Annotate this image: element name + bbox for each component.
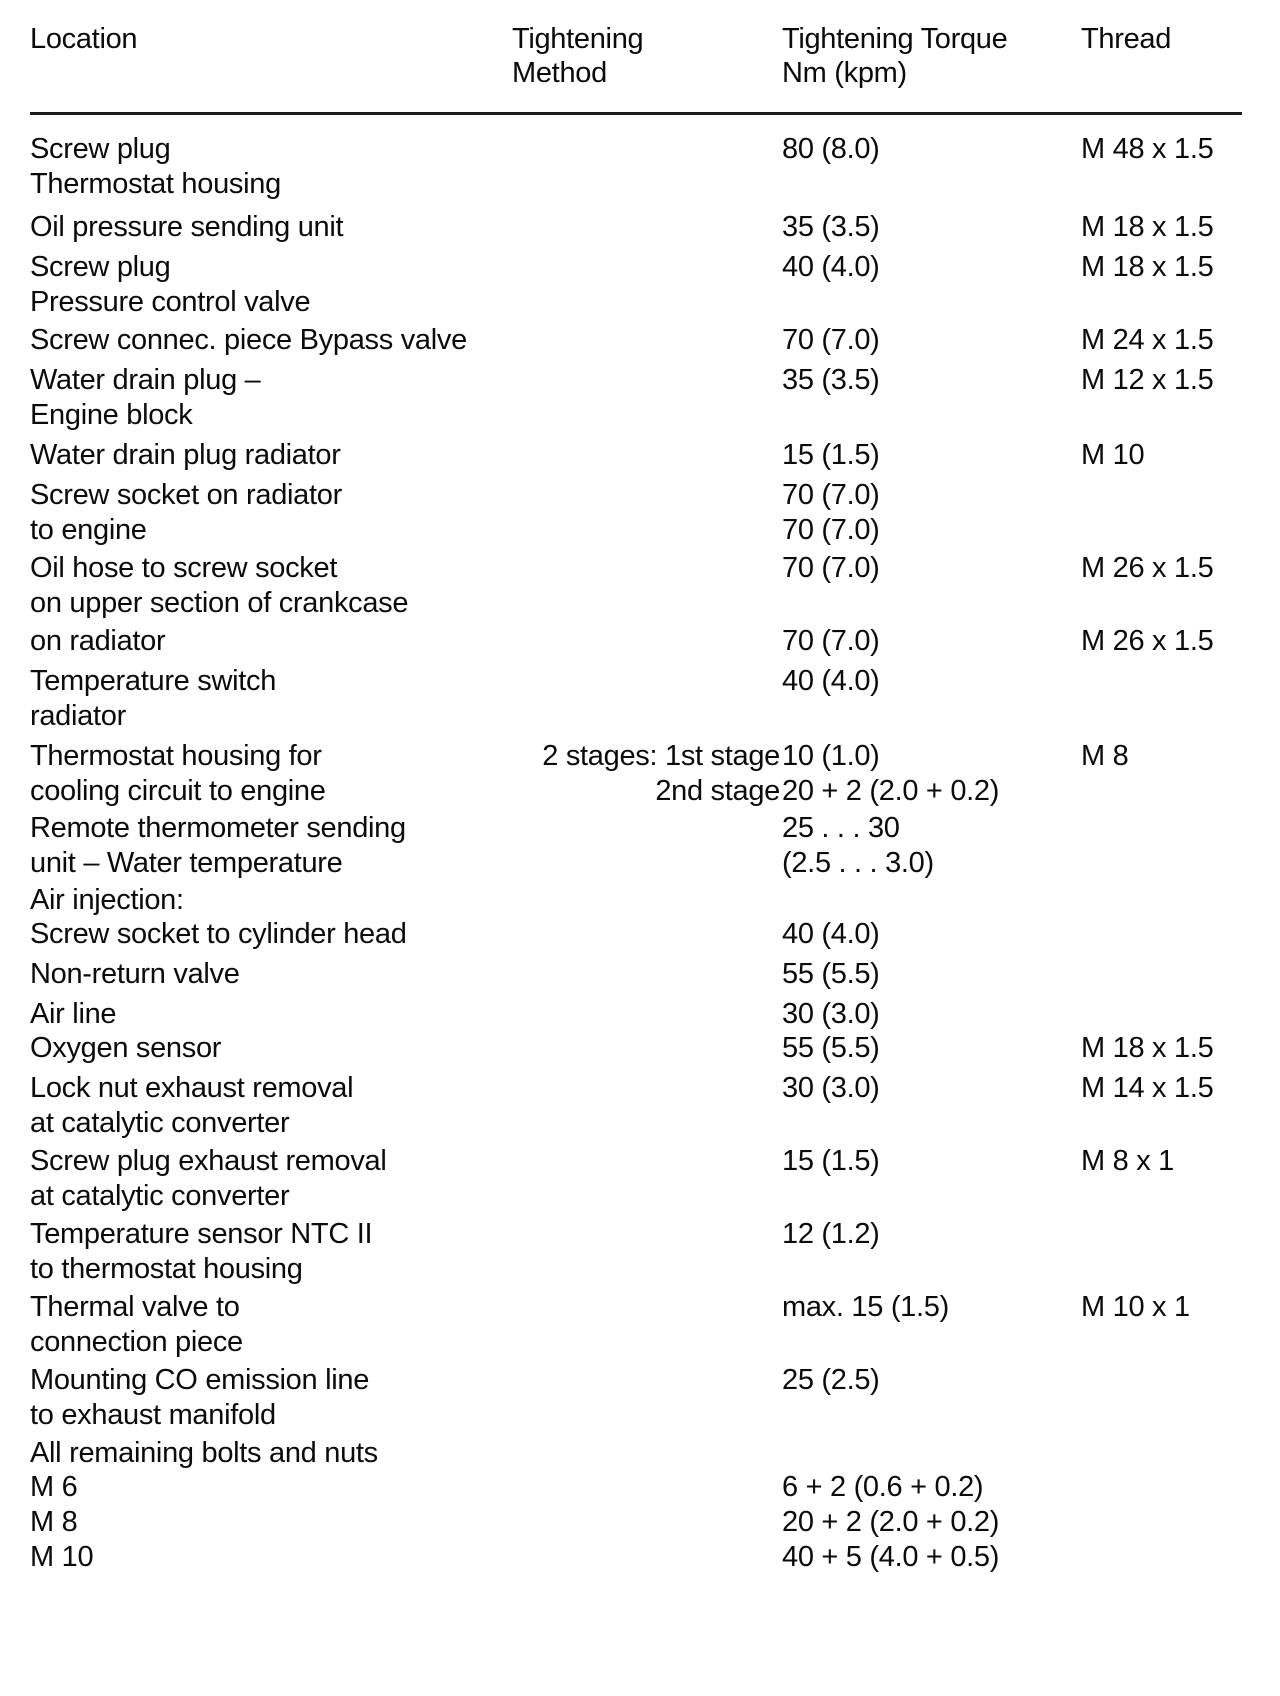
row-location: Screw socket on radiator to engine bbox=[30, 479, 342, 546]
row-thread: M 18 x 1.5 bbox=[1081, 1032, 1214, 1064]
row-thread: M 26 x 1.5 bbox=[1081, 625, 1214, 657]
row-location: on radiator bbox=[30, 625, 166, 657]
row-torque: max. 15 (1.5) bbox=[782, 1291, 949, 1323]
row-location: Screw plug Pressure control valve bbox=[30, 251, 311, 318]
row-location: Temperature sensor NTC II to thermostat housing bbox=[30, 1218, 373, 1285]
row-location: Thermostat housing for cooling circuit to engine bbox=[30, 740, 326, 807]
row-torque: 12 (1.2) bbox=[782, 1218, 880, 1250]
row-torque: 10 (1.0) 20 + 2 (2.0 + 0.2) bbox=[782, 740, 1000, 807]
row-location: M 6 M 8 M 10 bbox=[30, 1471, 94, 1573]
row-torque: 25 . . . 30 (2.5 . . . 3.0) bbox=[782, 812, 934, 879]
row-thread: M 8 x 1 bbox=[1081, 1145, 1174, 1177]
row-torque: 30 (3.0) bbox=[782, 1072, 880, 1104]
row-location: Screw socket to cylinder head bbox=[30, 918, 407, 950]
row-torque: 80 (8.0) bbox=[782, 133, 880, 165]
row-location: Lock nut exhaust removal at catalytic converter bbox=[30, 1072, 354, 1139]
row-thread: M 12 x 1.5 bbox=[1081, 364, 1214, 396]
row-location: Air line bbox=[30, 998, 117, 1030]
row-thread: M 26 x 1.5 bbox=[1081, 552, 1214, 584]
header-divider bbox=[30, 112, 1242, 115]
row-torque: 15 (1.5) bbox=[782, 439, 880, 471]
row-location: All remaining bolts and nuts bbox=[30, 1437, 378, 1469]
row-method: 2 stages: 1st stage 2nd stage bbox=[542, 740, 780, 807]
row-location: Water drain plug radiator bbox=[30, 439, 341, 471]
row-torque: 40 (4.0) bbox=[782, 251, 880, 283]
row-location: Screw connec. piece Bypass valve bbox=[30, 324, 467, 356]
row-location: Screw plug Thermostat housing bbox=[30, 133, 281, 200]
row-location: Oxygen sensor bbox=[30, 1032, 222, 1064]
header-tightening-method: Tightening Method bbox=[512, 23, 644, 89]
row-location: Screw plug exhaust removal at catalytic converter bbox=[30, 1145, 387, 1212]
row-thread: M 10 bbox=[1081, 439, 1145, 471]
row-torque: 55 (5.5) bbox=[782, 958, 880, 990]
row-torque: 25 (2.5) bbox=[782, 1364, 880, 1396]
row-thread: M 8 bbox=[1081, 740, 1129, 772]
row-torque: 70 (7.0) 70 (7.0) bbox=[782, 479, 880, 546]
row-thread: M 10 x 1 bbox=[1081, 1291, 1190, 1323]
header-location: Location bbox=[30, 23, 138, 55]
row-torque: 30 (3.0) bbox=[782, 998, 880, 1030]
row-location: Temperature switch radiator bbox=[30, 665, 277, 732]
row-torque: 6 + 2 (0.6 + 0.2) 20 + 2 (2.0 + 0.2) 40 + 5 (4.0 + 0.5) bbox=[782, 1471, 1000, 1573]
row-location: Non-return valve bbox=[30, 958, 240, 990]
row-location: Mounting CO emission line to exhaust manifold bbox=[30, 1364, 370, 1431]
row-location: Oil hose to screw socket on upper section of crankcase bbox=[30, 552, 409, 619]
row-torque: 15 (1.5) bbox=[782, 1145, 880, 1177]
row-thread: M 24 x 1.5 bbox=[1081, 324, 1214, 356]
row-thread: M 48 x 1.5 bbox=[1081, 133, 1214, 165]
header-tightening-torque: Tightening Torque Nm (kpm) bbox=[782, 23, 1008, 89]
row-torque: 35 (3.5) bbox=[782, 211, 880, 243]
header-thread: Thread bbox=[1081, 23, 1172, 55]
row-torque: 70 (7.0) bbox=[782, 324, 880, 356]
row-location: Remote thermometer sending unit – Water temperature bbox=[30, 812, 406, 879]
row-location: Air injection: bbox=[30, 884, 184, 916]
row-torque: 35 (3.5) bbox=[782, 364, 880, 396]
row-thread: M 18 x 1.5 bbox=[1081, 211, 1214, 243]
row-torque: 55 (5.5) bbox=[782, 1032, 880, 1064]
row-torque: 70 (7.0) bbox=[782, 625, 880, 657]
row-location: Thermal valve to connection piece bbox=[30, 1291, 243, 1358]
row-thread: M 14 x 1.5 bbox=[1081, 1072, 1214, 1104]
row-thread: M 18 x 1.5 bbox=[1081, 251, 1214, 283]
row-torque: 40 (4.0) bbox=[782, 918, 880, 950]
row-torque: 70 (7.0) bbox=[782, 552, 880, 584]
row-location: Water drain plug – Engine block bbox=[30, 364, 261, 431]
row-location: Oil pressure sending unit bbox=[30, 211, 344, 243]
row-torque: 40 (4.0) bbox=[782, 665, 880, 697]
